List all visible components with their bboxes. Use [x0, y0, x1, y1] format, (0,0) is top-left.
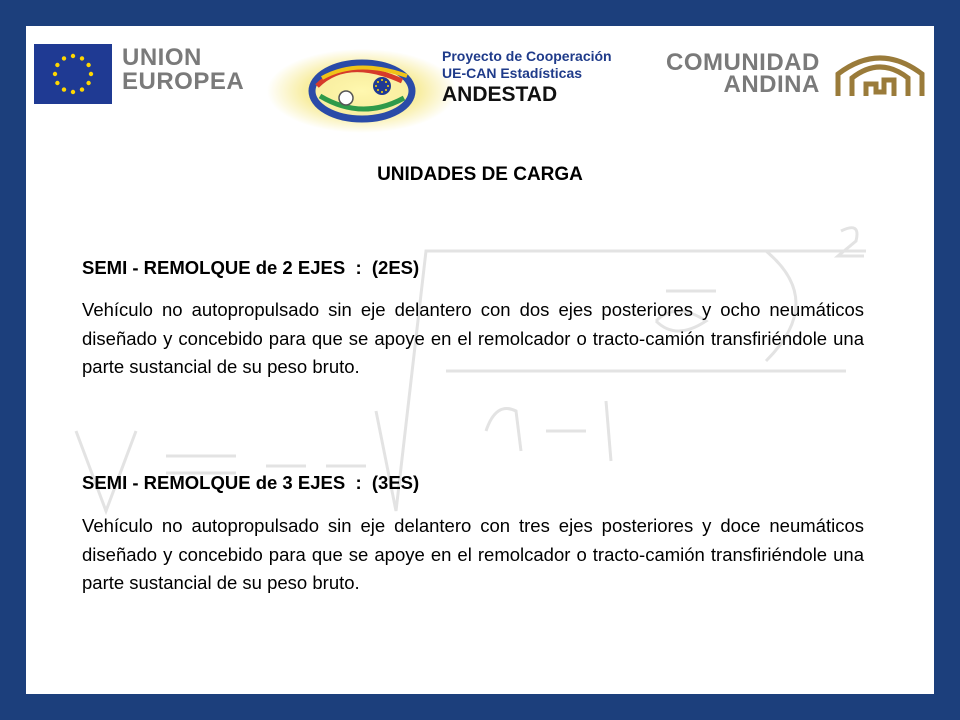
can-logo-line1: COMUNIDAD [666, 49, 820, 76]
slide [26, 26, 934, 694]
eu-logo-line2: EUROPEA [122, 68, 245, 95]
eu-logo-line1: UNION [122, 44, 202, 71]
section-heading-2es: SEMI - REMOLQUE de 2 EJES : (2ES) [82, 257, 420, 278]
section-body-3es: Vehículo no autopropulsado sin eje delantero con tres ejes posteriores y doce neumáticos diseñado y concebido para que se apoye en el remolcador o tracto-camión transfiriéndole una parte sustancial de su peso bruto. [82, 515, 864, 593]
project-line3: ANDESTAD [442, 83, 558, 106]
can-logo-line2: ANDINA [723, 71, 820, 98]
project-line1: Proyecto de Cooperación [442, 48, 612, 64]
logo-header [26, 26, 934, 136]
eu-logo-text [122, 46, 244, 94]
can-logo-text [666, 49, 820, 98]
comunidad-andina-logo-icon [832, 44, 928, 100]
eu-flag-icon [34, 44, 112, 104]
section-body-2es: Vehículo no autopropulsado sin eje delantero con dos ejes posteriores y ocho neumáticos diseñado y concebido para que se apoye en el remolcador o tracto-camión transfiriéndole una parte sustancial de su peso bruto. [82, 299, 864, 377]
project-line2: UE-CAN Estadísticas [442, 65, 583, 81]
section-heading-3es: SEMI - REMOLQUE de 3 EJES : (3ES) [82, 472, 420, 493]
page-title: UNIDADES DE CARGA [377, 164, 583, 185]
andestad-logo-icon [262, 36, 462, 136]
project-logo-text [442, 48, 612, 108]
